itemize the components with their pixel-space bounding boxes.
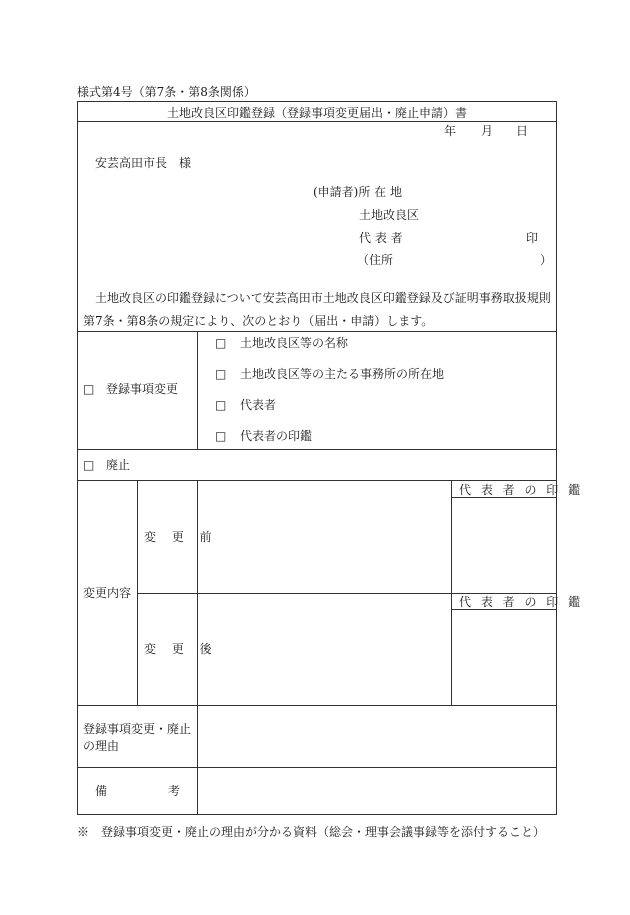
title-divider [77, 121, 557, 122]
reg-change-column-divider [197, 331, 198, 449]
option-checkbox-representative[interactable]: □ [215, 398, 227, 412]
option-checkbox-rep-seal[interactable]: □ [215, 429, 227, 443]
option-label-rep-seal: 代表者の印鑑 [240, 429, 313, 443]
form-number: 様式第4号（第7条・第8条関係） [77, 85, 256, 99]
seal-mark: 印 [526, 231, 539, 245]
option-checkbox-name[interactable]: □ [215, 336, 227, 350]
abolition-checkbox[interactable]: □ [83, 458, 95, 472]
after-content-field[interactable] [198, 594, 450, 704]
reg-change-checkbox[interactable]: □ [83, 382, 95, 396]
reason-field[interactable] [198, 706, 556, 766]
body-text-line-1: 土地改良区の印鑑登録について安芸高田市土地改良区印鑑登録及び証明事務取扱規則 [95, 291, 551, 305]
addressee: 安芸高田市長 様 [95, 156, 192, 170]
remarks-label-right: 考 [168, 784, 181, 798]
option-label-office-location: 土地改良区等の主たる事務所の所在地 [240, 367, 445, 381]
body-text-line-2: 第7条・第8条の規定により、次のとおり（届出・申請）します。 [83, 314, 434, 328]
seal-header-before: 代 表 者 の 印 鑑 [459, 483, 584, 497]
after-seal-field[interactable] [452, 610, 556, 704]
abolition-label: 廃止 [106, 458, 131, 472]
seal-header-after: 代 表 者 の 印 鑑 [459, 595, 584, 609]
date-day: 日 [516, 124, 529, 138]
applicant-org-label: 土地改良区 [359, 208, 420, 222]
option-label-name: 土地改良区等の名称 [240, 336, 349, 350]
remarks-field[interactable] [198, 768, 556, 814]
reason-label-line-2: の理由 [83, 739, 120, 753]
remarks-label-left: 備 [95, 784, 108, 798]
applicant-address-label: (申請者)所 在 地 [313, 185, 402, 199]
applicant-rep-label: 代 表 者 [359, 231, 403, 245]
form-title: 土地改良区印鑑登録（登録事項変更届出・廃止申請）書 [166, 106, 467, 120]
before-content-field[interactable] [198, 481, 450, 592]
abolition-divider-top [77, 449, 557, 450]
change-before-label: 変 更 前 [144, 530, 218, 544]
option-label-representative: 代表者 [240, 398, 277, 412]
section-divider-top [77, 331, 557, 332]
reason-label-line-1: 登録事項変更・廃止 [83, 722, 192, 736]
date-month: 月 [481, 124, 494, 138]
change-after-label: 変 更 後 [144, 642, 218, 656]
footnote: ※ 登録事項変更・廃止の理由が分かる資料（総会・理事会議事録等を添付すること） [77, 825, 546, 839]
residence-open: （住所 [357, 253, 394, 267]
change-content-label: 変更内容 [83, 586, 132, 600]
residence-close: ） [540, 253, 553, 267]
before-seal-field[interactable] [452, 498, 556, 592]
date-year: 年 [444, 124, 457, 138]
option-checkbox-office-location[interactable]: □ [215, 367, 227, 381]
reg-change-label: 登録事項変更 [106, 382, 179, 396]
